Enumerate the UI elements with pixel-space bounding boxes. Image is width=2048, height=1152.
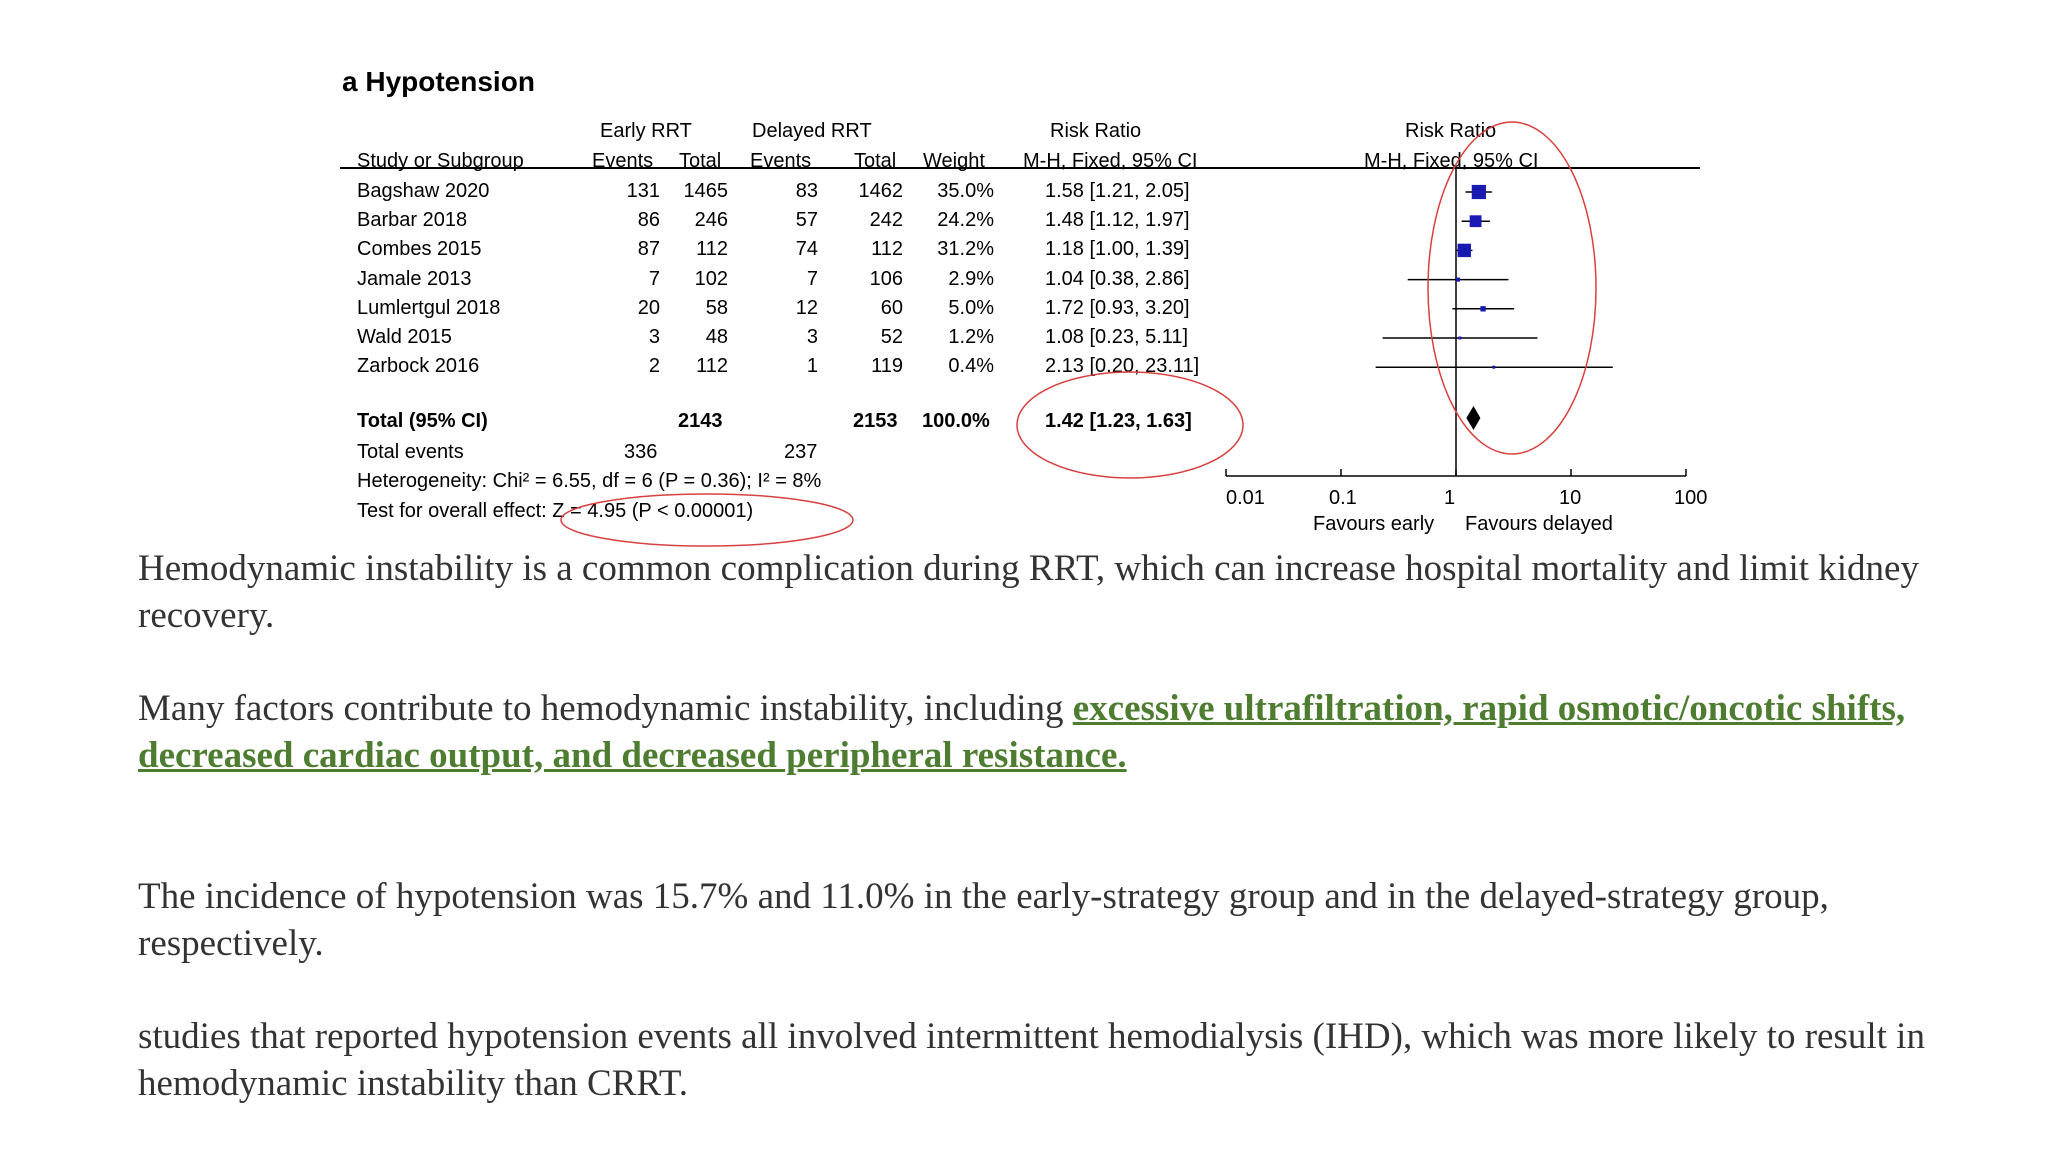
overall-effect-text: Test for overall effect: Z = 4.95 (P < 0.00001) [357, 500, 754, 522]
total-events-label: Total events [357, 441, 464, 463]
study-e-total: 246 [694, 209, 728, 232]
study-d-total: 112 [871, 238, 903, 261]
x-axis-tick-label: 10 [1559, 487, 1582, 509]
x-axis-tick-label: 0.1 [1329, 487, 1357, 509]
header-early-events: Events [592, 150, 654, 172]
paragraph-4: studies that reported hypotension events all involved intermittent hemodialysis (IHD), which was more likely to result in hemodynamic instability than CRRT. [138, 1016, 1925, 1104]
total-early-total: 2143 [678, 410, 723, 432]
study-e-total: 1465 [683, 180, 728, 202]
study-name: Zarbock 2016 [357, 355, 480, 378]
study-d-events: 74 [795, 238, 818, 261]
study-point-marker [1458, 337, 1461, 340]
favours-early-label: Favours early [1313, 513, 1435, 535]
study-e-total: 58 [705, 296, 728, 319]
study-name: Bagshaw 2020 [357, 180, 490, 202]
header-weight: Weight [923, 150, 985, 172]
study-name: Wald 2015 [357, 326, 452, 348]
study-ci-text: 1.48 [1.12, 1.97] [1045, 209, 1190, 232]
annotation-ellipse-z [561, 494, 853, 546]
study-point-marker [1480, 306, 1485, 311]
heterogeneity-text: Heterogeneity: Chi² = 6.55, df = 6 (P = 0.36); I² = 8% [357, 470, 822, 492]
total-delayed-total: 2153 [853, 410, 898, 432]
study-weight: 1.2% [948, 326, 994, 348]
header-delayed-group: Delayed RRT [752, 120, 872, 142]
study-ci-text: 1.04 [0.38, 2.86] [1045, 267, 1190, 290]
study-name: Jamale 2013 [357, 267, 472, 290]
study-ci-text: 1.58 [1.21, 2.05] [1045, 180, 1190, 202]
panel-title-text: Hypotension [365, 66, 535, 97]
study-e-total: 112 [696, 238, 728, 261]
study-d-events: 57 [795, 209, 818, 232]
study-d-events: 1 [806, 355, 818, 378]
total-events-delayed: 237 [784, 441, 818, 463]
study-weight: 5.0% [948, 296, 994, 319]
paragraph-2 [138, 685, 1938, 779]
study-d-events: 3 [806, 326, 818, 348]
header-early-total: Total [679, 150, 722, 172]
total-events-early: 336 [624, 441, 658, 463]
study-e-events: 20 [637, 296, 660, 319]
study-e-events: 86 [637, 209, 660, 232]
study-point-marker [1458, 244, 1471, 257]
study-weight: 0.4% [948, 355, 994, 378]
study-e-events: 7 [648, 267, 660, 290]
study-e-events: 2 [648, 355, 660, 378]
study-weight: 35.0% [937, 180, 994, 202]
header-early-group: Early RRT [600, 120, 692, 142]
study-e-events: 3 [648, 326, 660, 348]
study-ci-text: 1.18 [1.00, 1.39] [1045, 238, 1190, 261]
favours-delayed-label: Favours delayed [1465, 513, 1613, 535]
study-point-marker [1470, 215, 1482, 227]
study-point-marker [1472, 185, 1486, 199]
header-plot-method: M-H, Fixed, 95% CI [1364, 150, 1539, 172]
study-point-marker [1456, 278, 1460, 282]
study-name: Combes 2015 [357, 238, 482, 261]
header-delayed-total: Total [854, 150, 897, 172]
annotation-ellipse-plot [1428, 122, 1596, 454]
study-d-total: 119 [871, 355, 903, 378]
study-d-events: 83 [795, 180, 818, 202]
study-e-total: 112 [696, 355, 728, 378]
x-axis-tick-label: 0.01 [1226, 487, 1265, 509]
study-weight: 31.2% [937, 238, 994, 261]
forest-plot-svg [0, 0, 2048, 560]
study-weight: 2.9% [948, 267, 994, 290]
total-weight: 100.0% [922, 410, 990, 432]
paragraph-3: The incidence of hypotension was 15.7% and 11.0% in the early-strategy group and in the delayed-strategy group, respectively. [138, 876, 1829, 964]
header-method: M-H, Fixed, 95% CI [1023, 150, 1198, 172]
paragraph-2-lead: Many factors contribute to hemodynamic instability, including [138, 688, 1073, 729]
total-ci: 1.42 [1.23, 1.63] [1045, 410, 1192, 432]
study-e-total: 102 [694, 267, 728, 290]
x-axis-tick-label: 1 [1444, 487, 1456, 509]
header-risk-ratio: Risk Ratio [1050, 120, 1142, 142]
annotation-ellipse-total-ci [1017, 372, 1243, 478]
study-e-events: 87 [637, 238, 660, 261]
paragraph-1: Hemodynamic instability is a common complication during RRT, which can increase hospital mortality and limit kidney recovery. [138, 548, 1919, 636]
study-name: Lumlertgul 2018 [357, 296, 501, 319]
header-delayed-events: Events [750, 150, 812, 172]
header-study: Study or Subgroup [357, 150, 524, 172]
study-d-events: 7 [806, 267, 818, 290]
study-e-total: 48 [705, 326, 728, 348]
panel-label: a [342, 66, 358, 97]
study-ci-text: 2.13 [0.20, 23.11] [1045, 355, 1200, 378]
study-d-total: 60 [880, 296, 903, 319]
study-d-total: 242 [869, 209, 903, 232]
header-plot-title: Risk Ratio [1405, 120, 1497, 142]
study-d-events: 12 [795, 296, 818, 319]
study-e-events: 131 [626, 180, 660, 202]
study-d-total: 52 [880, 326, 903, 348]
paragraph-2-highlight: excessive ultrafiltration, rapid osmotic/oncotic shifts, decreased cardiac output, and decreased peripheral resistance. [138, 688, 1906, 776]
study-name: Barbar 2018 [357, 209, 468, 232]
study-d-total: 1462 [858, 180, 903, 202]
study-point-marker [1492, 366, 1495, 369]
study-d-total: 106 [869, 267, 903, 290]
pooled-diamond [1466, 406, 1480, 430]
x-axis-tick-label: 100 [1674, 487, 1708, 509]
study-ci-text: 1.72 [0.93, 3.20] [1045, 296, 1190, 319]
study-ci-text: 1.08 [0.23, 5.11] [1045, 326, 1189, 348]
study-weight: 24.2% [937, 209, 994, 232]
total-label: Total (95% CI) [357, 410, 488, 432]
